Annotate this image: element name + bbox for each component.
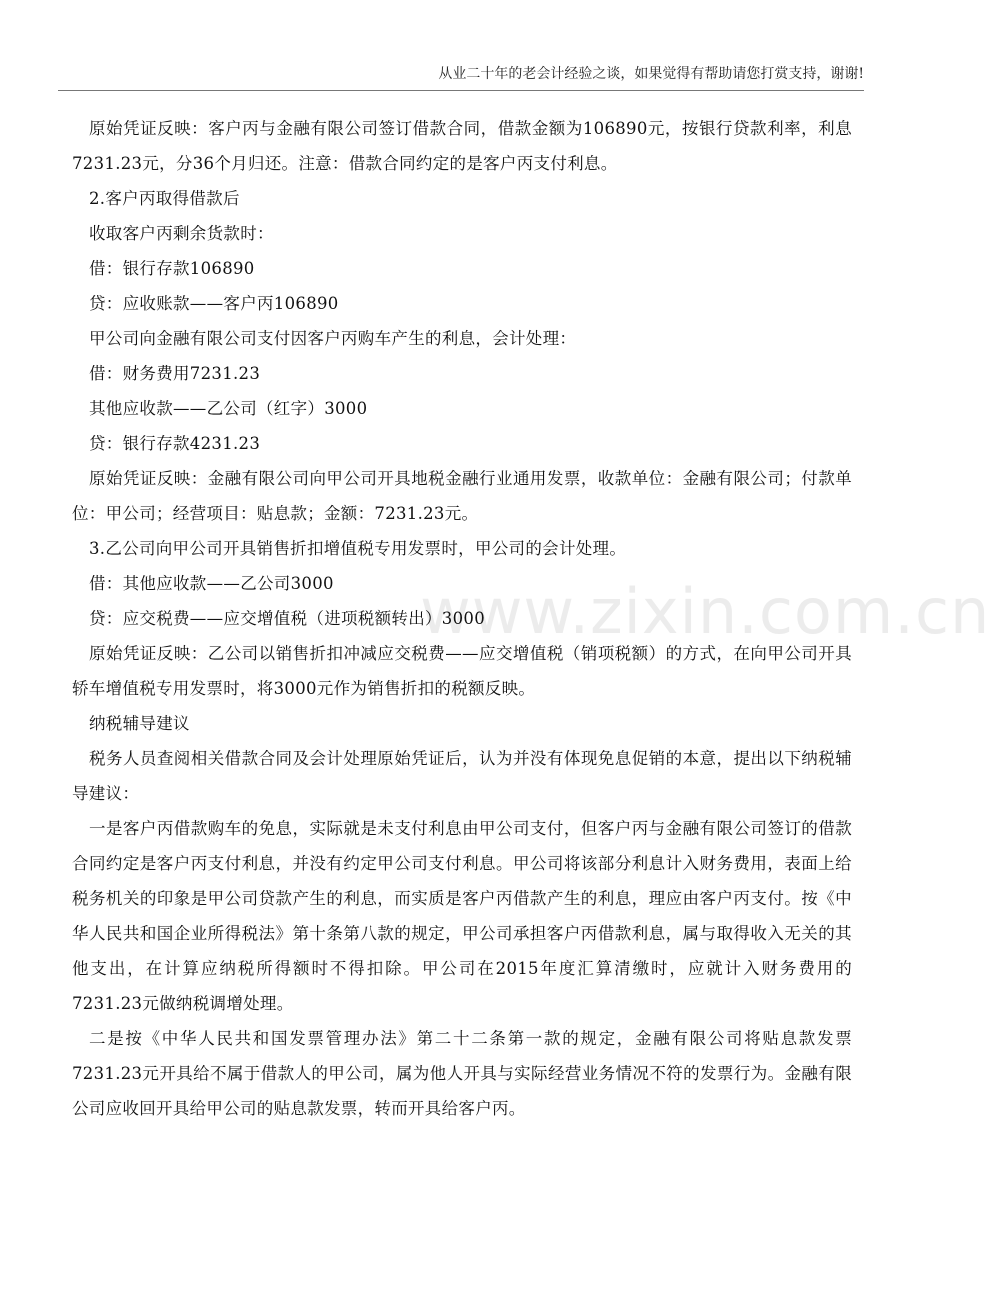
header-note: 从业二十年的老会计经验之谈，如果觉得有帮助请您打赏支持，谢谢! [438,66,864,82]
section-heading: 纳税辅导建议 [89,714,190,733]
paragraph-7: 借：财务费用7231.23 [89,364,261,383]
paragraph-18: 二是按《中华人民共和国发票管理办法》第二十二条第一款的规定，金融有限公司将贴息款发票7231.23元开具给不属于借款人的甲公司，属为他人开具与实际经营业务情况不符的发票行为。金融有限公司应收回开具给甲公司的贴息款发票，转而开具给客户丙。 [72,1029,852,1118]
paragraph-8: 其他应收款——乙公司（红字）3000 [89,399,368,418]
paragraph-10: 原始凭证反映：金融有限公司向甲公司开具地税金融行业通用发票，收款单位：金融有限公司；付款单位：甲公司；经营项目：贴息款；金额：7231.23元。 [72,469,852,523]
paragraph-1: 原始凭证反映：客户丙与金融有限公司签订借款合同，借款金额为106890元，按银行贷款利率，利息7231.23元，分36个月归还。注意：借款合同约定的是客户丙支付利息。 [72,119,852,173]
paragraph-4: 借：银行存款106890 [89,259,255,278]
paragraph-13: 贷：应交税费——应交增值税（进项税额转出）3000 [89,609,485,628]
paragraph-3: 收取客户丙剩余货款时： [89,224,274,243]
header-divider [58,90,864,91]
paragraph-11: 3.乙公司向甲公司开具销售折扣增值税专用发票时，甲公司的会计处理。 [89,539,627,558]
document-body [72,111,852,1126]
paragraph-14: 原始凭证反映：乙公司以销售折扣冲减应交税费——应交增值税（销项税额）的方式，在向甲公司开具轿车增值税专用发票时，将3000元作为销售折扣的税额反映。 [72,644,852,698]
paragraph-6: 甲公司向金融有限公司支付因客户丙购车产生的利息，会计处理： [89,329,577,348]
paragraph-17: 一是客户丙借款购车的免息，实际就是未支付利息由甲公司支付，但客户丙与金融有限公司签订的借款合同约定是客户丙支付利息，并没有约定甲公司支付利息。甲公司将该部分利息计入财务费用，表面上给税务机关的印象是甲公司贷款产生的利息，而实质是客户丙借款产生的利息，理应由客户丙支付。按《中华人民共和国企业所得税法》第十条第八款的规定，甲公司承担客户丙借款利息，属与取得收入无关的其他支出，在计算应纳税所得额时不得扣除。甲公司在2015年度汇算清缴时，应就计入财务费用的7231.23元做纳税调增处理。 [72,819,852,1013]
paragraph-2: 2.客户丙取得借款后 [89,189,240,208]
paragraph-16: 税务人员查阅相关借款合同及会计处理原始凭证后，认为并没有体现免息促销的本意，提出以下纳税辅导建议： [72,749,852,803]
paragraph-9: 贷：银行存款4231.23 [89,434,261,453]
paragraph-12: 借：其他应收款——乙公司3000 [89,574,334,593]
watermark: www.zixin.com.cn [420,575,990,648]
paragraph-5: 贷：应收账款——客户丙106890 [89,294,339,313]
